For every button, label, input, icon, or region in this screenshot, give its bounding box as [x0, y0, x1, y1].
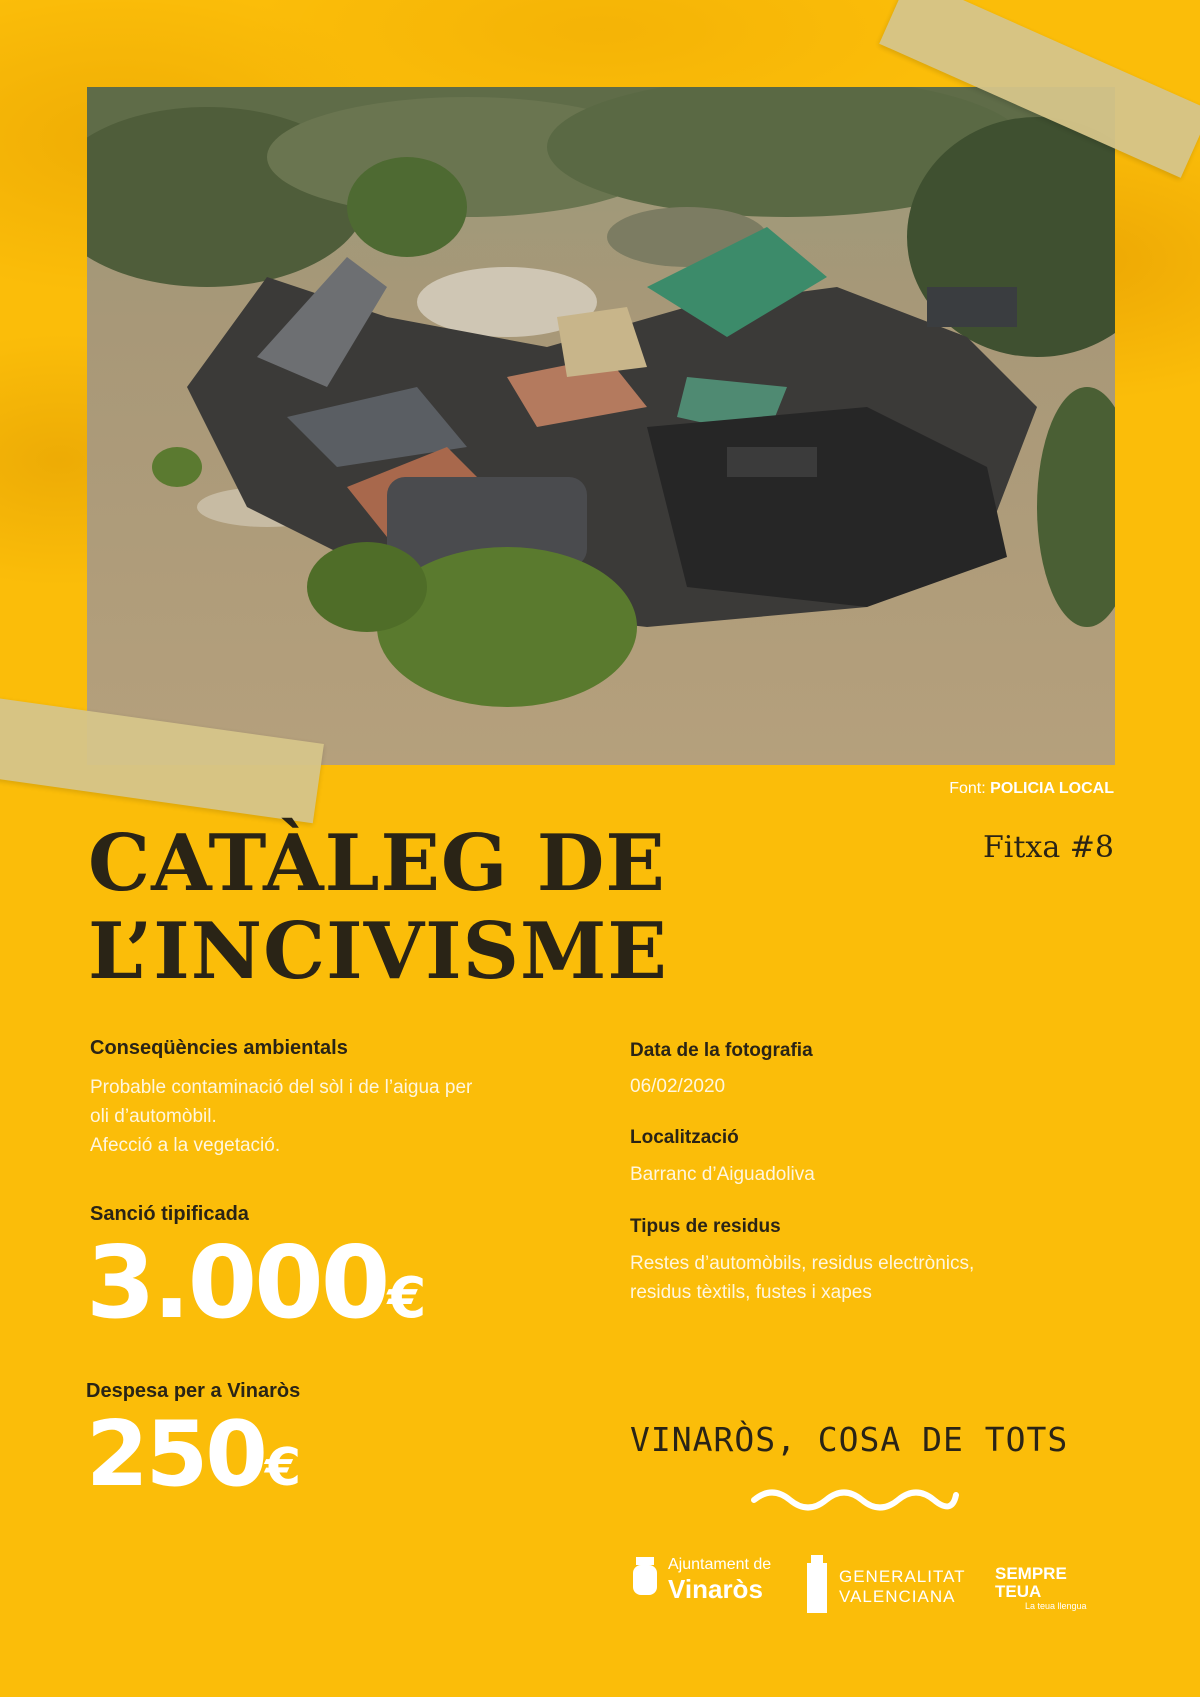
waste-line: Restes d’automòbils, residus electrònics, — [630, 1253, 975, 1274]
title-line: CATÀLEG DE — [88, 818, 666, 909]
sheet-number: Fitxa #8 — [982, 830, 1114, 865]
consequences-line: oli d’automòbil. — [90, 1106, 217, 1127]
sempre-teua-logo — [995, 1565, 1087, 1611]
crest-icon — [630, 1555, 660, 1605]
cost-value: 250 — [86, 1402, 265, 1507]
consequences-text — [90, 1073, 472, 1160]
sempre-line: TEUA — [995, 1582, 1042, 1601]
sanction-value: 3.000 — [86, 1224, 388, 1341]
waste-value — [630, 1249, 974, 1307]
vinaros-big: Vinaròs — [668, 1573, 763, 1604]
date-value: 06/02/2020 — [630, 1076, 726, 1097]
cost-label: Despesa per a Vinaròs — [86, 1380, 301, 1402]
waste-label: Tipus de residus — [630, 1216, 781, 1237]
consequences-line: Afecció a la vegetació. — [90, 1135, 281, 1156]
sanction-amount — [86, 1224, 424, 1354]
credit-source: POLICIA LOCAL — [990, 780, 1114, 797]
sanction-currency: € — [387, 1266, 424, 1331]
cost-currency: € — [264, 1438, 299, 1498]
title-line: L’INCIVISME — [88, 906, 668, 997]
wave-decoration — [750, 1485, 960, 1520]
cost-amount — [86, 1402, 299, 1518]
generalitat-shield-icon — [803, 1555, 831, 1619]
sempre-tag: La teua llengua — [1025, 1601, 1087, 1611]
gva-line: GENERALITAT — [839, 1567, 966, 1586]
page-title — [88, 820, 668, 996]
vinaros-logo — [630, 1555, 771, 1605]
gva-line: VALENCIANA — [839, 1587, 956, 1606]
dumped-car-parts-photo — [87, 87, 1115, 765]
waste-line: residus tèxtils, fustes i xapes — [630, 1282, 872, 1303]
photo-credit — [949, 780, 1114, 798]
date-label: Data de la fotografia — [630, 1040, 813, 1061]
sanction-label: Sanció tipificada — [90, 1203, 249, 1225]
credit-prefix: Font: — [949, 780, 986, 797]
consequences-label: Conseqüències ambientals — [90, 1037, 348, 1059]
sempre-line: SEMPRE — [995, 1564, 1067, 1583]
location-value: Barranc d’Aiguadoliva — [630, 1164, 815, 1185]
vinaros-small: Ajuntament de — [668, 1555, 772, 1573]
generalitat-logo — [803, 1555, 966, 1619]
location-label: Localització — [630, 1127, 739, 1148]
consequences-line: Probable contaminació del sòl i de l’aigua per — [90, 1077, 473, 1098]
slogan: VINARÒS, COSA DE TOTS — [630, 1420, 1069, 1459]
